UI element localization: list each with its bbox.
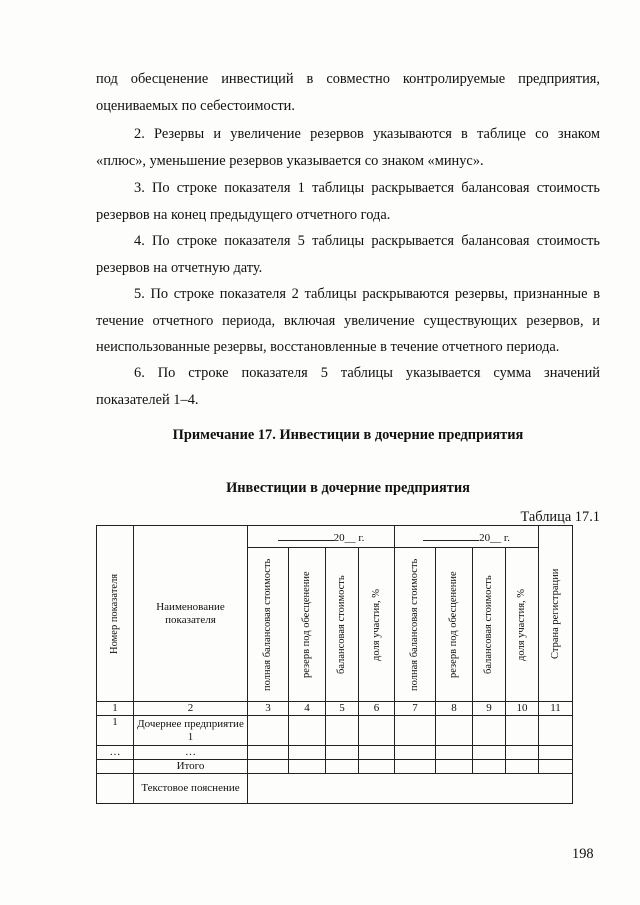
column-numbers-row [97, 702, 573, 716]
paragraph-4: 4. По строке показателя 5 таблицы раскрывается балансовая стоимость резервов на отчетную дату. [96, 233, 600, 276]
header-name: Наименование показателя [156, 600, 225, 626]
row-number: … [97, 746, 134, 760]
col-num: 7 [395, 702, 436, 716]
col-num: 6 [359, 702, 395, 716]
header-name-cell [134, 526, 248, 702]
header-share-2: доля участия, % [516, 588, 527, 661]
table-number: Таблица 17.1 [520, 509, 600, 525]
header-full-value-1: полная балансовая стоимость [262, 558, 273, 691]
year-blank-2 [423, 529, 479, 541]
page-number: 198 [572, 846, 594, 862]
header-number: Номер показателя [109, 573, 120, 654]
col-num: 5 [326, 702, 359, 716]
table-row [97, 760, 573, 774]
table-row [97, 716, 573, 746]
header-reserve-1: резерв под обесценение [301, 571, 312, 678]
year-label-1: 20__ г. [333, 531, 365, 544]
paragraph-2: 2. Резервы и увеличение резервов указываются в таблице со знаком «плюс», уменьшение резервов указывается со знаком «минус». [96, 126, 600, 169]
year-header-2 [395, 526, 539, 548]
table-row [97, 746, 573, 760]
investments-table [96, 525, 573, 804]
note-heading: Примечание 17. Инвестиции в дочерние предприятия [172, 427, 524, 443]
paragraph-3: 3. По строке показателя 1 таблицы раскрывается балансовая стоимость резервов на конец предыдущего отчетного года. [96, 180, 600, 223]
paragraph-6: 6. По строке показателя 5 таблицы указывается сумма значений показателей 1–4. [96, 365, 600, 408]
header-balance-1: балансовая стоимость [336, 575, 347, 674]
col-num: 8 [436, 702, 473, 716]
table-title: Инвестиции в дочерние предприятия [226, 480, 470, 496]
year-blank-1 [278, 529, 334, 541]
row-name: Текстовое пояснение [134, 774, 248, 804]
row-name: Итого [134, 760, 248, 774]
header-country: Страна регистрации [549, 568, 561, 659]
year-label-2: 20__ г. [479, 531, 510, 544]
header-share-1: доля участия, % [370, 588, 382, 661]
header-reserve-2: резерв под обесценение [448, 571, 459, 678]
col-num: 2 [134, 702, 248, 716]
col-num: 4 [289, 702, 326, 716]
year-header-1 [248, 526, 395, 548]
table-row [97, 774, 573, 804]
col-num: 11 [539, 702, 573, 716]
header-country-cell [539, 526, 573, 702]
col-num: 3 [248, 702, 289, 716]
header-balance-2: балансовая стоимость [483, 575, 494, 674]
row-number: 1 [97, 716, 134, 746]
col-num: 9 [473, 702, 506, 716]
header-number-cell [97, 526, 134, 702]
paragraph-continuation: под обесценение инвестиций в совместно контролируемые предприятия, оцениваемых по себестоимости. [96, 71, 600, 114]
row-name: Дочернее предприятие 1 [134, 716, 248, 746]
row-name: … [134, 746, 248, 760]
col-num: 10 [506, 702, 539, 716]
header-full-value-2: полная балансовая стоимость [409, 558, 420, 691]
paragraph-5: 5. По строке показателя 2 таблицы раскрываются резервы, признанные в течение отчетного периода, включая увеличение существующих резервов, и неиспользованные резервы, восстановленные в течение отчетного периода. [96, 286, 600, 356]
col-num: 1 [97, 702, 134, 716]
